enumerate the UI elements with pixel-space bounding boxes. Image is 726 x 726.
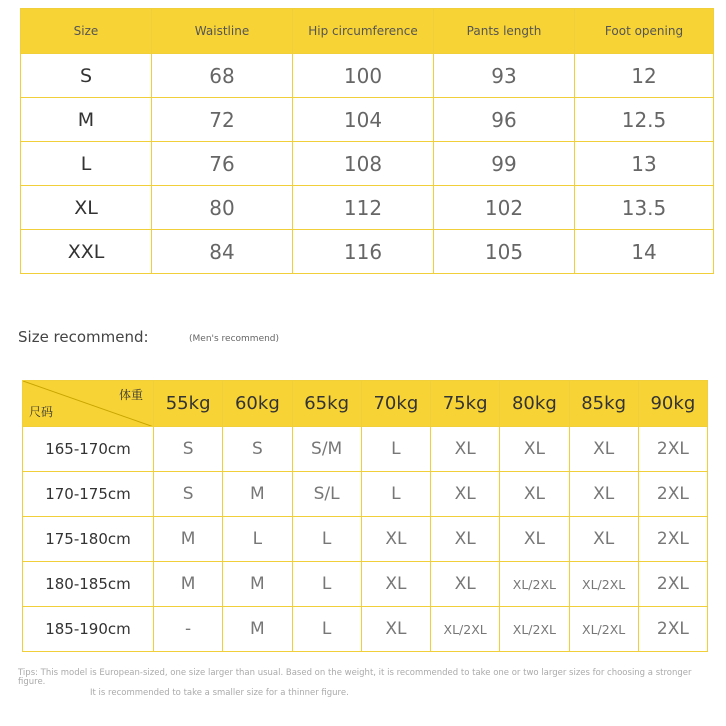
measurement-cell: 96	[434, 98, 575, 142]
recommended-size-cell: S	[223, 427, 292, 472]
size-label: 尺码	[29, 405, 54, 419]
corner-header-cell	[23, 381, 154, 427]
recommended-size-cell: XL	[431, 472, 500, 517]
recommended-size-cell: XL	[361, 562, 430, 607]
recommended-size-cell: XL	[569, 472, 638, 517]
measurement-cell: 105	[434, 230, 575, 274]
weight-header: 55kg	[154, 381, 223, 427]
recommended-size-cell: XL	[431, 562, 500, 607]
recommended-size-cell: XL	[500, 517, 569, 562]
recommended-size-cell: XL	[361, 517, 430, 562]
weight-header: 60kg	[223, 381, 292, 427]
header-hip: Hip circumference	[293, 9, 434, 54]
recommended-size-cell: XL	[500, 472, 569, 517]
measurement-cell: 104	[293, 98, 434, 142]
recommended-size-cell: 2XL	[638, 562, 707, 607]
recommend-row	[23, 562, 708, 607]
recommended-size-cell: M	[154, 562, 223, 607]
weight-header: 90kg	[638, 381, 707, 427]
recommended-size-cell: L	[361, 427, 430, 472]
recommended-size-cell: 2XL	[638, 472, 707, 517]
measurement-cell: 112	[293, 186, 434, 230]
size-recommend-table	[22, 380, 708, 652]
size-chart-header-row	[21, 9, 714, 54]
size-row	[21, 142, 714, 186]
measurement-cell: 93	[434, 54, 575, 98]
header-foot-opening: Foot opening	[575, 9, 714, 54]
recommended-size-cell: L	[292, 562, 361, 607]
recommended-size-cell: XL	[500, 427, 569, 472]
recommended-size-cell: S	[154, 472, 223, 517]
recommended-size-cell: XL	[431, 517, 500, 562]
recommended-size-cell: -	[154, 607, 223, 652]
measurement-cell: 100	[293, 54, 434, 98]
recommend-row	[23, 517, 708, 562]
recommended-size-cell: S/M	[292, 427, 361, 472]
measurement-cell: 108	[293, 142, 434, 186]
height-cell: 170-175cm	[23, 472, 154, 517]
measurement-cell: 14	[575, 230, 714, 274]
measurement-cell: 12.5	[575, 98, 714, 142]
recommended-size-cell: M	[223, 472, 292, 517]
tips-text-2: It is recommended to take a smaller size for a thinner figure.	[90, 688, 349, 698]
measurement-cell: 72	[152, 98, 293, 142]
weight-label: 体重	[118, 388, 143, 402]
recommended-size-cell: XL/2XL	[431, 607, 500, 652]
measurement-cell: 13	[575, 142, 714, 186]
height-cell: 165-170cm	[23, 427, 154, 472]
recommend-row	[23, 607, 708, 652]
measurement-cell: 116	[293, 230, 434, 274]
header-pants-length: Pants length	[434, 9, 575, 54]
size-cell: S	[21, 54, 152, 98]
recommended-size-cell: XL/2XL	[569, 562, 638, 607]
recommended-size-cell: S/L	[292, 472, 361, 517]
size-row	[21, 54, 714, 98]
measurement-cell: 68	[152, 54, 293, 98]
measurement-cell: 76	[152, 142, 293, 186]
recommended-size-cell: M	[223, 607, 292, 652]
header-waistline: Waistline	[152, 9, 293, 54]
recommend-row	[23, 427, 708, 472]
height-cell: 175-180cm	[23, 517, 154, 562]
size-recommend-title: Size recommend:	[18, 328, 149, 346]
measurement-cell: 102	[434, 186, 575, 230]
size-row	[21, 186, 714, 230]
recommended-size-cell: XL/2XL	[569, 607, 638, 652]
recommended-size-cell: 2XL	[638, 517, 707, 562]
measurement-cell: 84	[152, 230, 293, 274]
recommended-size-cell: S	[154, 427, 223, 472]
size-cell: M	[21, 98, 152, 142]
size-recommend-subtitle: (Men's recommend)	[189, 334, 280, 344]
weight-header: 65kg	[292, 381, 361, 427]
size-chart-table	[20, 8, 714, 274]
weight-header: 85kg	[569, 381, 638, 427]
weight-header: 70kg	[361, 381, 430, 427]
size-row	[21, 98, 714, 142]
recommended-size-cell: M	[154, 517, 223, 562]
size-cell: L	[21, 142, 152, 186]
measurement-cell: 80	[152, 186, 293, 230]
measurement-cell: 12	[575, 54, 714, 98]
recommended-size-cell: XL/2XL	[500, 562, 569, 607]
recommended-size-cell: XL	[361, 607, 430, 652]
measurement-cell: 13.5	[575, 186, 714, 230]
size-cell: XXL	[21, 230, 152, 274]
recommend-header-row	[23, 381, 708, 427]
recommended-size-cell: L	[223, 517, 292, 562]
weight-header: 75kg	[431, 381, 500, 427]
recommend-row	[23, 472, 708, 517]
recommended-size-cell: L	[292, 517, 361, 562]
recommended-size-cell: L	[361, 472, 430, 517]
recommended-size-cell: XL	[431, 427, 500, 472]
recommended-size-cell: M	[223, 562, 292, 607]
recommended-size-cell: XL/2XL	[500, 607, 569, 652]
size-cell: XL	[21, 186, 152, 230]
measurement-cell: 99	[434, 142, 575, 186]
recommended-size-cell: XL	[569, 427, 638, 472]
recommended-size-cell: 2XL	[638, 607, 707, 652]
recommended-size-cell: XL	[569, 517, 638, 562]
recommended-size-cell: L	[292, 607, 361, 652]
weight-header: 80kg	[500, 381, 569, 427]
size-row	[21, 230, 714, 274]
height-cell: 180-185cm	[23, 562, 154, 607]
header-size: Size	[21, 9, 152, 54]
height-cell: 185-190cm	[23, 607, 154, 652]
recommended-size-cell: 2XL	[638, 427, 707, 472]
tips-text: Tips: This model is European-sized, one size larger than usual. Based on the weight, it is recommended to take one or two larger sizes for choosing a stronger figure.	[18, 668, 692, 687]
